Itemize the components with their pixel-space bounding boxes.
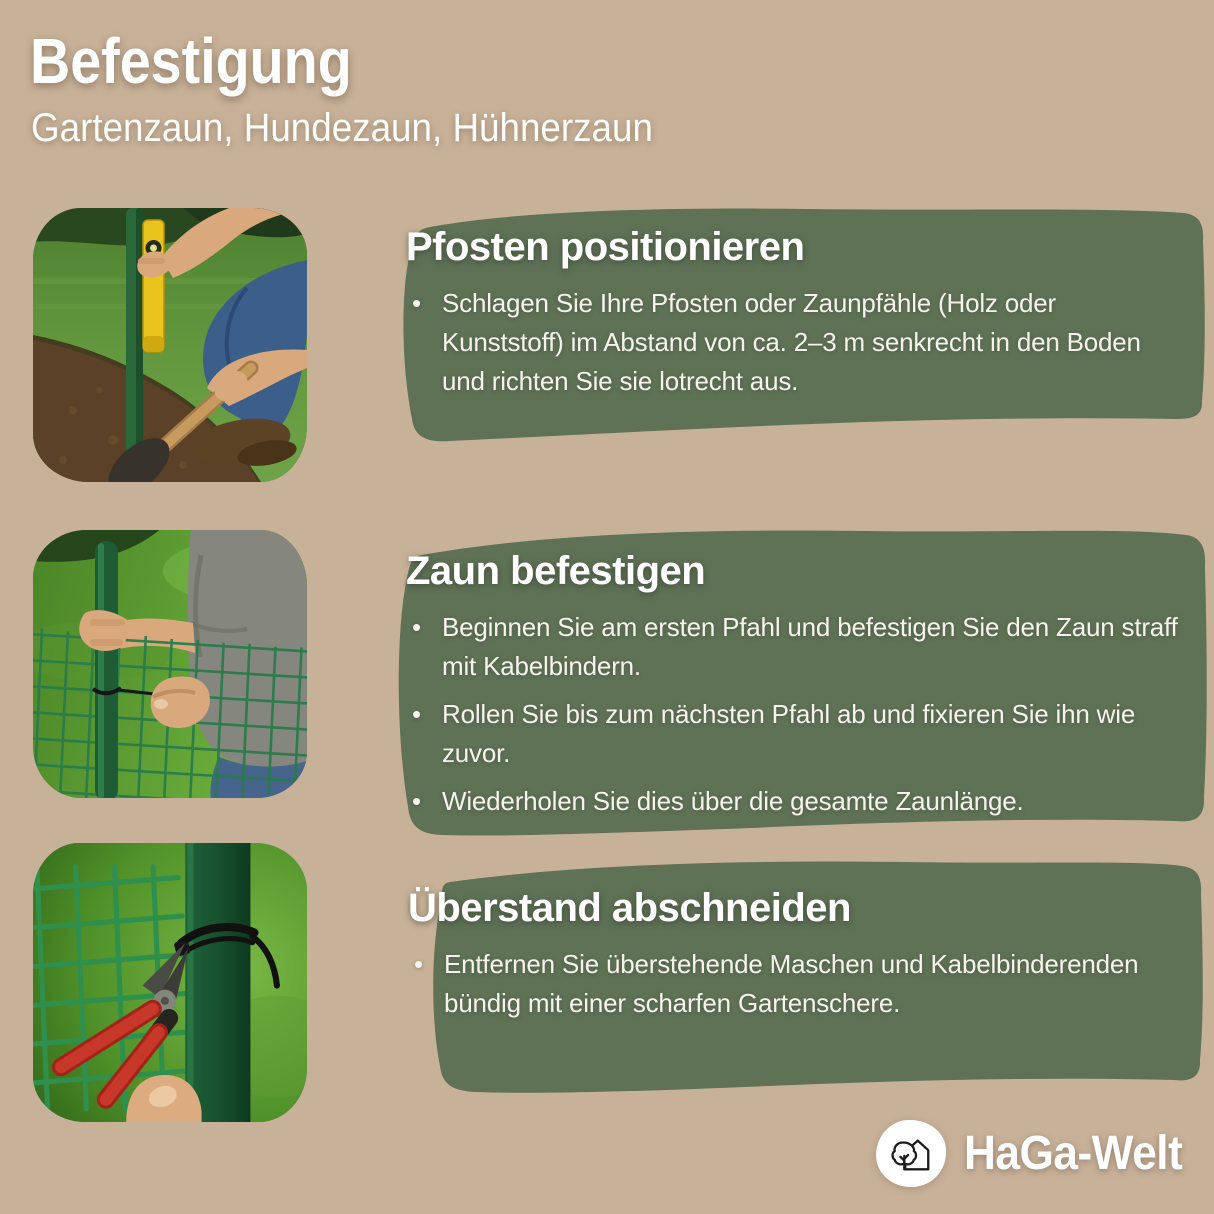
step-fence-fastening <box>366 525 1214 840</box>
page-title: Befestigung <box>30 25 352 97</box>
page-subtitle: Gartenzaun, Hundezaun, Hühnerzaun <box>31 106 653 150</box>
step-heading: Überstand abschneiden <box>408 886 851 930</box>
photo-post-positioning <box>33 208 307 482</box>
bullet-item: • Beginnen Sie am ersten Pfahl und befestigen Sie den Zaun straff mit Kabelbindern. <box>428 608 1181 686</box>
step-heading: Pfosten positionieren <box>406 225 805 269</box>
step-heading: Zaun befestigen <box>406 549 706 593</box>
brand-name: HaGa-Welt <box>964 1127 1183 1180</box>
photo-fence-fastening-illustration <box>33 530 307 798</box>
brand-logo <box>876 1120 1201 1187</box>
photo-fence-fastening <box>33 530 307 798</box>
bullet-item: • Rollen Sie bis zum nächsten Pfahl ab und fixieren Sie ihn wie zuvor. <box>428 695 1181 773</box>
step-content <box>366 525 1214 821</box>
photo-trimming-overhang <box>33 843 307 1122</box>
step-content <box>366 205 1214 401</box>
step-content <box>380 856 1214 1023</box>
step-bullet-list <box>406 284 1181 401</box>
brand-badge <box>876 1120 946 1187</box>
photo-trimming-overhang-illustration <box>33 843 307 1122</box>
photo-post-positioning-illustration <box>33 208 307 482</box>
house-tree-icon <box>888 1131 934 1177</box>
step-bullet-list <box>408 945 1183 1023</box>
bullet-item: • Wiederholen Sie dies über die gesamte Zaunlänge. <box>428 782 1181 821</box>
bullet-item: • Entfernen Sie überstehende Maschen und Kabelbinderenden bündig mit einer scharfen Gartenschere. <box>430 945 1183 1023</box>
step-post-positioning <box>366 205 1214 449</box>
step-bullet-list <box>406 608 1181 821</box>
bullet-item: • Schlagen Sie Ihre Pfosten oder Zaunpfähle (Holz oder Kunststoff) im Abstand von ca. 2–3 m senkrecht in den Boden und richten Sie sie lotrecht aus. <box>428 284 1181 401</box>
step-trim-overhang <box>380 856 1214 1097</box>
